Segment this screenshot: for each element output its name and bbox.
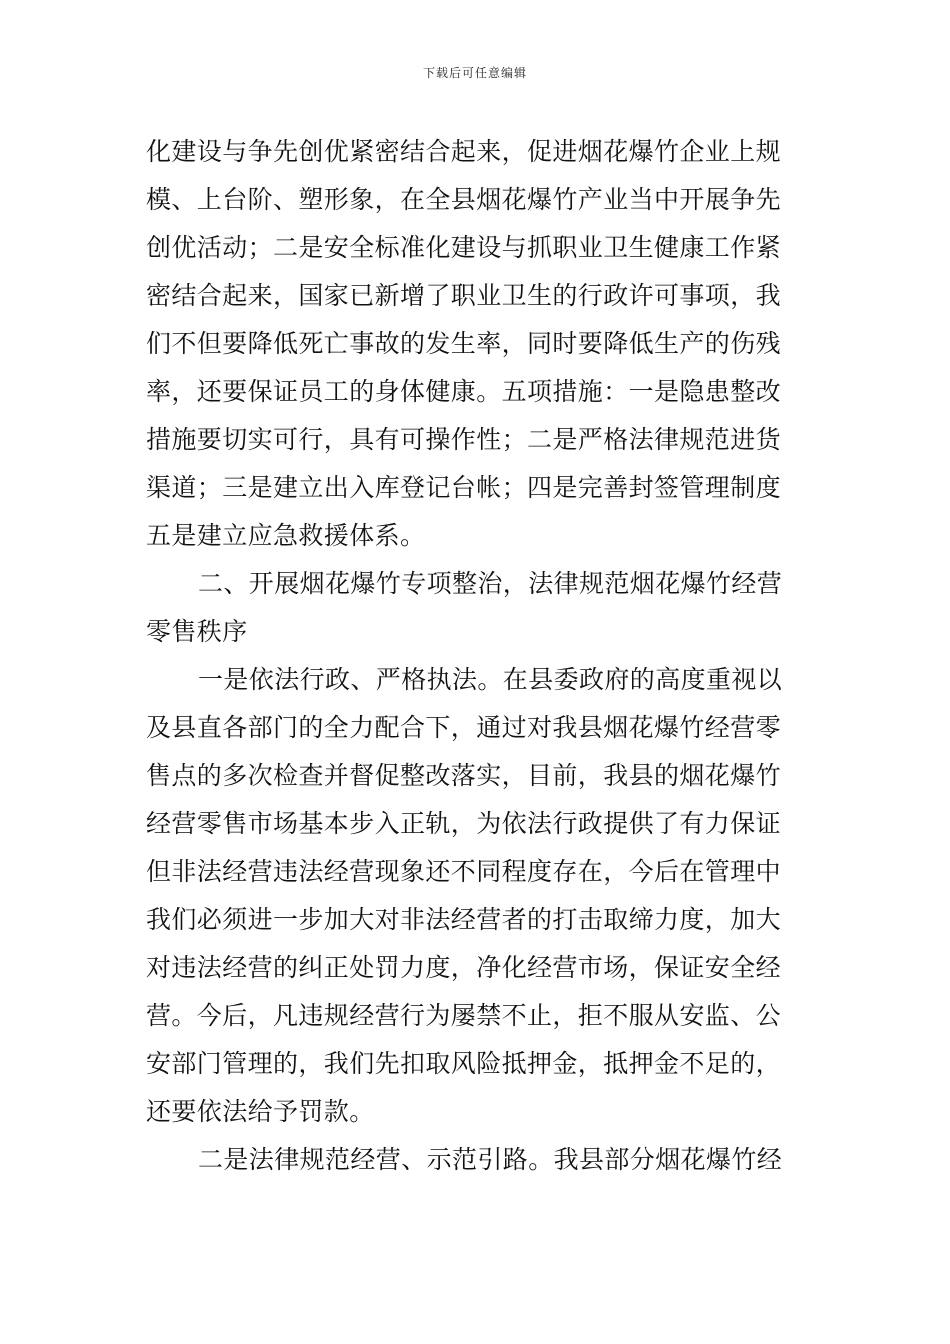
text-line: 二、开展烟花爆竹专项整治，法律规范烟花爆竹经营 — [198, 569, 783, 598]
text-line: 们不但要降低死亡事故的发生率，同时要降低生产的伤残 — [146, 329, 782, 358]
document-body — [146, 128, 806, 1184]
text-line: 但非法经营违法经营现象还不同程度存在，今后在管理中 — [146, 857, 782, 886]
text-line: 模、上台阶、塑形象，在全县烟花爆竹产业当中开展争先 — [146, 185, 782, 214]
text-line: 一是依法行政、严格执法。在县委政府的高度重视以 — [198, 665, 783, 694]
text-line: 我们必须进一步加大对非法经营者的打击取缔力度，加大 — [146, 905, 782, 934]
text-line: 密结合起来，国家已新增了职业卫生的行政许可事项，我 — [146, 281, 782, 310]
page-header: 下载后可任意编辑 — [422, 66, 527, 80]
text-line: 二是法律规范经营、示范引路。我县部分烟花爆竹经 — [198, 1145, 783, 1174]
text-line: 创优活动；二是安全标准化建设与抓职业卫生健康工作紧 — [146, 233, 782, 262]
text-line: 化建设与争先创优紧密结合起来，促进烟花爆竹企业上规 — [146, 137, 782, 166]
text-line: 率，还要保证员工的身体健康。五项措施：一是隐患整改 — [146, 377, 782, 406]
text-line: 还要依法给予罚款。 — [146, 1097, 375, 1126]
text-line: 措施要切实可行，具有可操作性；二是严格法律规范进货 — [146, 425, 782, 454]
text-line: 售点的多次检查并督促整改落实，目前，我县的烟花爆竹 — [146, 761, 782, 790]
text-line: 零售秩序 — [146, 617, 248, 646]
text-line: 五是建立应急救援体系。 — [146, 521, 426, 550]
text-line: 及县直各部门的全力配合下，通过对我县烟花爆竹经营零 — [146, 713, 782, 742]
text-line: 安部门管理的，我们先扣取风险抵押金，抵押金不足的， — [146, 1049, 782, 1078]
text-line: 渠道；三是建立出入库登记台帐；四是完善封签管理制度 — [146, 473, 782, 502]
text-line: 对违法经营的纠正处罚力度，净化经营市场，保证安全经 — [146, 953, 782, 982]
text-line: 营。今后，凡违规经营行为屡禁不止，拒不服从安监、公 — [146, 1001, 782, 1030]
text-line: 经营零售市场基本步入正轨，为依法行政提供了有力保证 — [146, 809, 782, 838]
